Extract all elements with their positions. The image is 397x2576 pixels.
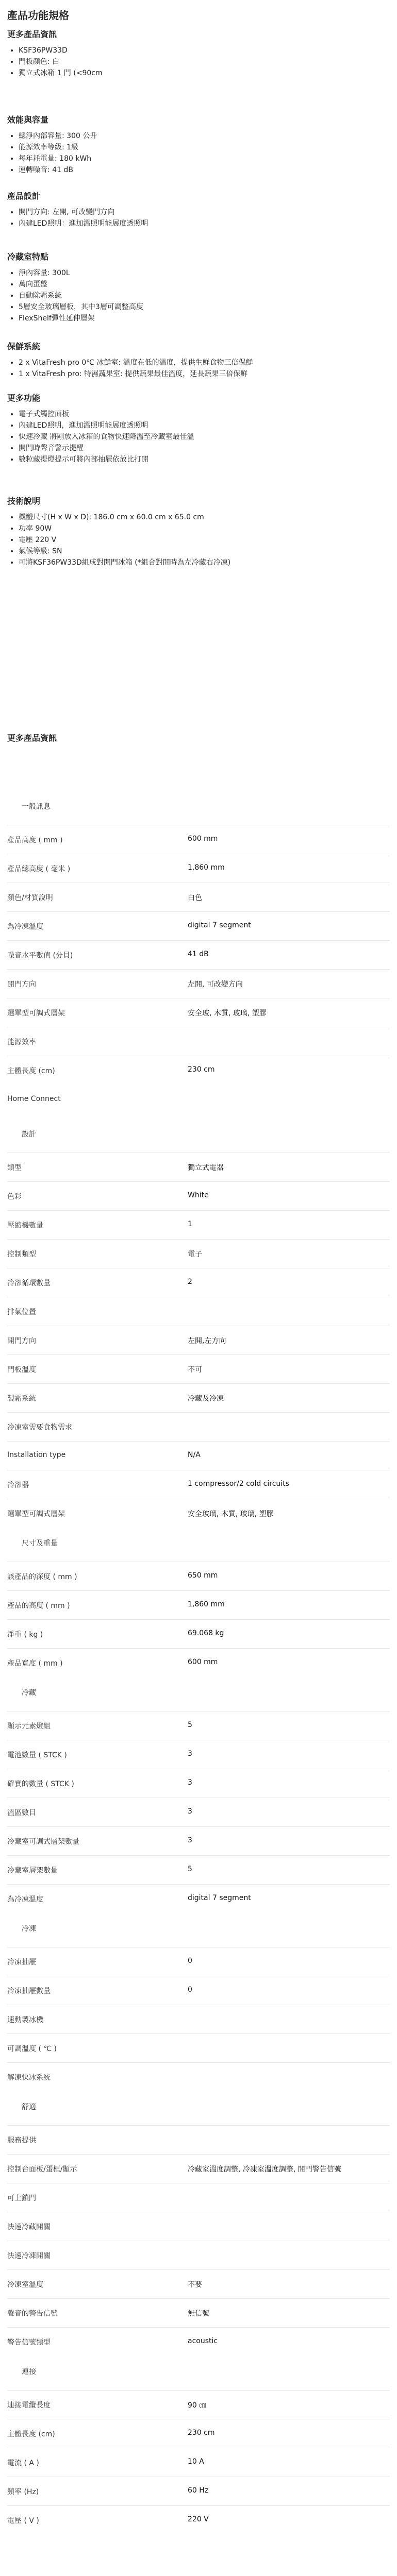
spec-value: 白色 (188, 894, 202, 902)
spec-value: 5 (188, 1865, 192, 1873)
bullet-list (7, 267, 390, 324)
spec-value: 電子 (188, 1250, 202, 1259)
spec-row (7, 1470, 390, 1499)
spec-row (7, 1562, 390, 1591)
spec-group-title: 一般訊息 (22, 803, 51, 811)
bullet-item: • 每年耗電量: 180 kWh (19, 153, 390, 164)
spec-key: 壓縮機數量 (7, 1222, 43, 1230)
spec-row (7, 1441, 390, 1470)
spec-value: 安全玻璃, 木質, 玻璃, 塑膠 (188, 1510, 274, 1518)
bullet-item: • 電壓 220 V (19, 534, 390, 546)
spec-row (7, 1354, 390, 1384)
spec-key: 選單型可調式層架 (7, 1510, 65, 1518)
spec-value: 不要 (188, 2281, 202, 2289)
spec-value: 冷藏及冷凍 (188, 1395, 224, 1403)
bullet-item: • 5層安全玻璃層板，其中3層可調整高度 (19, 301, 390, 313)
spec-value: White (188, 1191, 209, 1199)
bullet-item: • 自動除霜系統 (19, 290, 390, 301)
spec-group-title: Home Connect (7, 1095, 61, 1103)
spec-value: 3 (188, 1807, 192, 1816)
spec-key: 連接電纜長度 (7, 2401, 51, 2410)
spec-group-title: 尺寸及重量 (22, 1539, 58, 1548)
spec-key: 電池數量 ( STCK ) (7, 1751, 67, 1759)
spec-value: 3 (188, 1750, 192, 1758)
section-freshness-system (7, 340, 390, 380)
spec-key: 為冷凍溫度 (7, 1895, 43, 1904)
spec-row (7, 1383, 390, 1413)
section-heading: 產品設計 (7, 191, 41, 201)
spec-group-title: 冷藏 (22, 1689, 36, 1697)
bullet-list (7, 409, 390, 465)
spec-value: 220 V (188, 2515, 209, 2523)
section-design (7, 190, 390, 229)
spec-key: 控制類型 (7, 1250, 36, 1259)
spec-value: 90 ㎝ (188, 2401, 207, 2410)
spec-row (7, 1648, 390, 1677)
spec-key: 製霜系統 (7, 1395, 36, 1403)
spec-key: 解凍快冰系統 (7, 2074, 51, 2082)
spec-key: 冷凍室溫度 (7, 2281, 43, 2289)
spec-value: 230 cm (188, 1065, 215, 1074)
spec-value: 41 dB (188, 950, 209, 958)
bullet-item: • 電子式觸控面板 (19, 409, 390, 420)
bullet-item: • KSF36PW33D (19, 45, 390, 56)
spec-row (7, 2298, 390, 2328)
spec-row (7, 2062, 390, 2092)
spec-value: N/A (188, 1451, 201, 1459)
spec-row (7, 1884, 390, 1913)
spec-key: 電壓 ( V ) (7, 2517, 39, 2525)
spec-row (7, 911, 390, 941)
spec-key: 選單型可調式層架 (7, 1009, 65, 1018)
bullet-list (7, 130, 390, 176)
spec-value: digital 7 segment (188, 921, 251, 929)
spec-key: 冷凍室需要食物需求 (7, 1423, 72, 1432)
bullet-list (7, 512, 390, 568)
spec-row (7, 1297, 390, 1326)
section-heading: 更多產品資訊 (7, 29, 57, 39)
bullet-item: • 門板顏色: 白 (19, 56, 390, 67)
bullet-item: • 內建LED照明，進加溫照明能展度透照明 (19, 420, 390, 431)
spec-row (7, 940, 390, 970)
spec-row (7, 2269, 390, 2299)
spec-row (7, 1326, 390, 1355)
spec-value: 3 (188, 1836, 192, 1844)
spec-key: 顏色/材質說明 (7, 894, 53, 902)
spec-row (7, 2241, 390, 2270)
spec-key: 控制台面板/蛋框/顯示 (7, 2165, 77, 2174)
bullet-list (7, 357, 390, 380)
spec-row (7, 1947, 390, 1976)
bullet-item: • 數粒藏提燈提示可將內部抽屜依放比打開 (19, 454, 390, 465)
spec-key: 冷卻循環數量 (7, 1279, 51, 1287)
spec-value: 左開,左方向 (188, 1337, 226, 1345)
bullet-item: • 能源效率等級: 1級 (19, 142, 390, 153)
spec-value: 1 compressor/2 cold circuits (188, 1480, 289, 1488)
spec-value: 69.068 kg (188, 1629, 224, 1637)
spec-row (7, 969, 390, 998)
spec-row (7, 2448, 390, 2477)
spec-value: 冷藏室溫度調整, 冷凍室溫度調整, 開門警告信號 (188, 2165, 341, 2174)
bullet-item: • 快速冷藏 將剛放入冰箱的食物快速降溫至冷藏室最佳溫 (19, 431, 390, 443)
spec-row (7, 998, 390, 1027)
section-cooling-features (7, 250, 390, 324)
section-heading: 技術說明 (7, 496, 41, 506)
bullet-item: • 獨立式冰箱 1 門 (<90cm (19, 67, 390, 79)
spec-key: 噪音水平數值 (分貝) (7, 952, 73, 960)
bullet-item: • 1 x VitaFresh pro: 特濕蔬果室: 提供蔬果最佳溫度，延長蔬果三倍保鮮 (19, 368, 390, 380)
spec-value: 1,860 mm (188, 863, 225, 872)
spec-value: 0 (188, 1957, 192, 1965)
spec-value: 安全玻, 木質, 玻璃, 塑膠 (188, 1009, 267, 1018)
spec-value: 1 (188, 1220, 192, 1228)
spec-key: 冷卻器 (7, 1481, 29, 1489)
bullet-item: • 總淨內部容量: 300 公升 (19, 130, 390, 142)
spec-row (7, 1027, 390, 1056)
section-heading: 更多功能 (7, 393, 41, 403)
spec-value: 2 (188, 1278, 192, 1286)
bullet-item: • 機體尺寸(H x W x D): 186.0 cm x 60.0 cm x 65.0 cm (19, 512, 390, 523)
spec-key: 色彩 (7, 1193, 22, 1201)
spec-value: 無信號 (188, 2310, 209, 2318)
spec-row (7, 883, 390, 912)
bullet-item: • FlexShelf彈性延伸層架 (19, 313, 390, 324)
spec-row (7, 1798, 390, 1827)
spec-row (7, 2125, 390, 2155)
spec-key: 速動製冰機 (7, 2016, 43, 2024)
bullet-item: • 開門時聲音警示提醒 (19, 443, 390, 454)
spec-key: 可調溫度 ( ℃ ) (7, 2045, 57, 2053)
spec-row (7, 1740, 390, 1769)
spec-row (7, 2327, 390, 2357)
spec-key: 主體長度 (cm) (7, 1067, 55, 1075)
spec-key: 確實的數量 ( STCK ) (7, 1780, 74, 1788)
spec-key: 產品的高度 ( mm ) (7, 1602, 70, 1610)
bullet-item: • 淨內容量: 300L (19, 267, 390, 279)
section-more-features (7, 392, 390, 465)
spec-key: 為冷凍溫度 (7, 923, 43, 931)
spec-row (7, 1239, 390, 1268)
spec-row (7, 1181, 390, 1211)
spec-row (7, 2033, 390, 2063)
bullet-list (7, 45, 390, 79)
spec-value: 230 cm (188, 2429, 215, 2437)
spec-row (7, 2154, 390, 2183)
spec-row (7, 1711, 390, 1740)
spec-key: 產品總高度 ( 毫米 ) (7, 865, 71, 873)
spec-key: 服務提供 (7, 2137, 36, 2145)
spec-key: 頻率 (Hz) (7, 2488, 39, 2496)
spec-value: 1,860 mm (188, 1600, 225, 1608)
spec-group-title: 冷凍 (22, 1925, 36, 1933)
spec-key: 快速冷藏開關 (7, 2223, 51, 2231)
specs-heading: 更多產品資訊 (7, 733, 57, 743)
spec-key: 聲音的警告信號 (7, 2310, 58, 2318)
bullet-item: • 2 x VitaFresh pro 0℃ 冰鮮室: 溫度在低的溫度，提供生鮮食物三倍保鮮 (19, 357, 390, 368)
spec-key: 產品高度 ( mm ) (7, 836, 63, 844)
page-title: 產品功能規格 (7, 9, 69, 22)
bullet-item: • 內建LED照明：進加溫照明能展度透照明 (19, 218, 390, 229)
spec-row (7, 1153, 390, 1182)
bullet-item: • 可將KSF36PW33D組成對開門冰箱 (*組合對開時為左冷藏右冷凍) (19, 557, 390, 568)
spec-row (7, 1619, 390, 1649)
spec-row (7, 1826, 390, 1856)
section-heading: 冷藏室特點 (7, 252, 49, 262)
spec-value: acoustic (188, 2337, 218, 2345)
bullet-item: • 開門方向: 左開, 可改變門方向 (19, 207, 390, 218)
spec-row (7, 2390, 390, 2419)
spec-key: 快速冷凍開關 (7, 2252, 51, 2260)
spec-row (7, 1499, 390, 1528)
spec-key: 排氣位置 (7, 1308, 36, 1316)
spec-key: 淨重 ( kg ) (7, 1631, 43, 1639)
spec-value: 60 Hz (188, 2486, 209, 2495)
spec-key: Installation type (7, 1451, 66, 1459)
spec-value: 左開, 可改變方向 (188, 980, 243, 989)
spec-key: 冷凍抽屜 (7, 1958, 36, 1967)
spec-row (7, 2419, 390, 2448)
spec-value: 5 (188, 1721, 192, 1729)
spec-key: 產品寬度 ( mm ) (7, 1659, 63, 1668)
spec-key: 可上鎖門 (7, 2194, 36, 2202)
bullet-item: • 運轉噪音: 41 dB (19, 164, 390, 176)
spec-row (7, 825, 390, 854)
spec-value: 0 (188, 1986, 192, 1994)
bullet-item: • 氣候等級: SN (19, 546, 390, 557)
section-tech-info (7, 495, 390, 568)
spec-row (7, 2005, 390, 2034)
spec-row (7, 1210, 390, 1240)
spec-row (7, 2505, 390, 2535)
spec-group-title: 舒適 (22, 2103, 36, 2111)
spec-value: 10 A (188, 2458, 204, 2466)
spec-row (7, 1976, 390, 2005)
spec-key: 警告信號類型 (7, 2338, 51, 2347)
spec-row (7, 1412, 390, 1442)
spec-value: digital 7 segment (188, 1894, 251, 1902)
spec-key: 冷藏室層架數量 (7, 1867, 58, 1875)
section-energy-consumption (7, 113, 390, 176)
bullet-list (7, 207, 390, 229)
spec-value: 獨立式電器 (188, 1164, 224, 1172)
section-heading: 效能與容量 (7, 115, 49, 125)
spec-value: 3 (188, 1778, 192, 1787)
spec-row (7, 1855, 390, 1885)
spec-row (7, 1769, 390, 1798)
spec-value: 650 mm (188, 1571, 218, 1580)
spec-group-title: 連接 (22, 2368, 36, 2376)
spec-key: 冷藏室可調式層架數量 (7, 1838, 79, 1846)
spec-key: 類型 (7, 1164, 22, 1172)
spec-row (7, 1590, 390, 1620)
spec-key: 電流 ( A ) (7, 2459, 39, 2467)
spec-key: 溫區數目 (7, 1809, 36, 1817)
spec-key: 門板溫度 (7, 1366, 36, 1374)
spec-value: 不可 (188, 1366, 202, 1374)
spec-row (7, 2477, 390, 2506)
spec-row (7, 2183, 390, 2212)
spec-key: 顯示元素燈組 (7, 1722, 51, 1731)
spec-key: 冷凍抽屜數量 (7, 1987, 51, 1995)
spec-row (7, 1056, 390, 1085)
specs-heading-block (7, 732, 390, 743)
spec-row (7, 2212, 390, 2241)
spec-key: 開門方向 (7, 980, 36, 989)
bullet-item: • 功率 90W (19, 523, 390, 534)
spec-row (7, 1268, 390, 1297)
spec-value: 600 mm (188, 835, 218, 843)
spec-group-title: 設計 (22, 1130, 36, 1139)
spec-row (7, 854, 390, 883)
section-heading: 保鮮系統 (7, 342, 41, 351)
spec-key: 開門方向 (7, 1337, 36, 1345)
spec-key: 主體長度 (cm) (7, 2430, 55, 2438)
spec-value: 600 mm (188, 1658, 218, 1666)
spec-key: 該產品的深度 ( mm ) (7, 1573, 77, 1581)
bullet-item: • 萬向蛋盤 (19, 279, 390, 290)
spec-key: 能源效率 (7, 1038, 36, 1046)
section-more-product-info (7, 28, 390, 79)
